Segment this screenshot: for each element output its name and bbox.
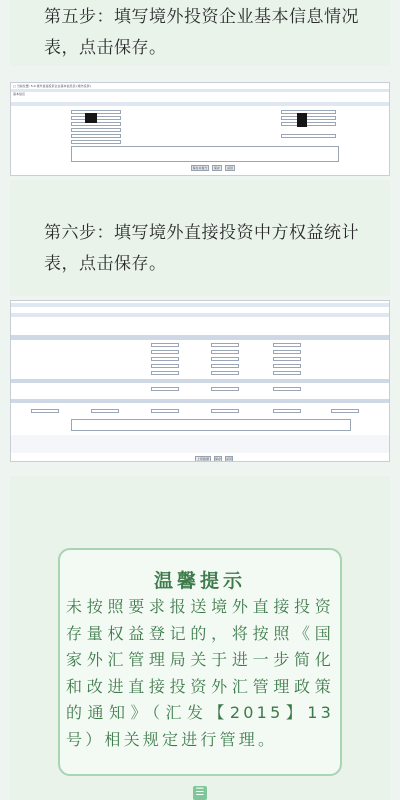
step6-sub-header	[11, 399, 390, 403]
step6-field[interactable]	[151, 343, 179, 347]
step6-title: 第六步：填写境外直接投资中方权益统计表，点击保存。	[44, 223, 359, 274]
step5-section-label: 基本信息	[13, 92, 26, 96]
step5-header-bar	[11, 89, 390, 92]
step6-field[interactable]	[151, 364, 179, 368]
step6-field[interactable]	[151, 387, 179, 391]
step5-field[interactable]	[71, 134, 121, 138]
step6-field[interactable]	[151, 357, 179, 361]
step6-field[interactable]	[331, 409, 359, 413]
step5-tab-bar	[11, 102, 390, 106]
step6-field[interactable]	[211, 350, 239, 354]
step6-header-bar	[11, 303, 390, 307]
step6-sub-header	[11, 379, 390, 383]
step6-field[interactable]	[211, 343, 239, 347]
step6-report-button[interactable]: 上报数据	[196, 457, 209, 461]
step6-field[interactable]	[211, 387, 239, 391]
step6-field[interactable]	[211, 364, 239, 368]
step6-field[interactable]	[31, 409, 59, 413]
step5-screenshot-header: □ 当前位置: 5.0 境外直接投资企业基本信息表 (境外投资)	[13, 84, 91, 88]
step6-save-button[interactable]: 保存	[215, 457, 222, 461]
step6-field[interactable]	[211, 409, 239, 413]
step6-field[interactable]	[151, 371, 179, 375]
step6-field[interactable]	[91, 409, 119, 413]
redaction	[85, 113, 97, 123]
step5-submit-button[interactable]: 保存并提交	[192, 166, 208, 170]
step5-title: 第五步：填写境外投资企业基本信息情况表，点击保存。	[44, 7, 359, 58]
tip-body: 未按照要求报送境外直接投资存量权益登记的，将按照《国家外汇管理局关于进一步简化和改进直接投资外汇管理政策的通知》（汇发【2015】13号）相关规定进行管理。	[66, 597, 334, 749]
tip-card	[58, 548, 342, 776]
tip-title: 温馨提示	[153, 570, 246, 592]
step5-field[interactable]	[281, 134, 336, 138]
step6-field[interactable]	[273, 409, 301, 413]
step6-notes	[11, 435, 390, 453]
step5-field[interactable]	[281, 116, 336, 120]
step6-table-header	[11, 335, 390, 340]
step6-field[interactable]	[273, 357, 301, 361]
step6-back-button[interactable]: 返回	[226, 457, 233, 461]
step5-field[interactable]	[281, 110, 336, 114]
step6-field[interactable]	[273, 387, 301, 391]
step6-remarks-area[interactable]	[71, 419, 351, 431]
step6-screenshot	[10, 300, 390, 462]
menu-icon[interactable]: ☰	[193, 786, 207, 800]
step5-screenshot	[10, 82, 390, 176]
step5-field[interactable]	[71, 128, 121, 132]
step6-field[interactable]	[151, 350, 179, 354]
redaction	[297, 113, 307, 127]
step6-tab-bar	[11, 313, 390, 317]
step5-back-button[interactable]: 返回	[226, 166, 233, 170]
step6-field[interactable]	[273, 364, 301, 368]
step5-save-button[interactable]: 保存	[213, 166, 220, 170]
step6-field[interactable]	[151, 409, 179, 413]
step6-field[interactable]	[273, 343, 301, 347]
step5-remarks-area[interactable]	[71, 146, 339, 162]
step6-field[interactable]	[273, 371, 301, 375]
step5-field[interactable]	[281, 122, 336, 126]
step6-field[interactable]	[211, 357, 239, 361]
step6-field[interactable]	[273, 350, 301, 354]
step5-field[interactable]	[71, 140, 121, 144]
step6-field[interactable]	[211, 371, 239, 375]
